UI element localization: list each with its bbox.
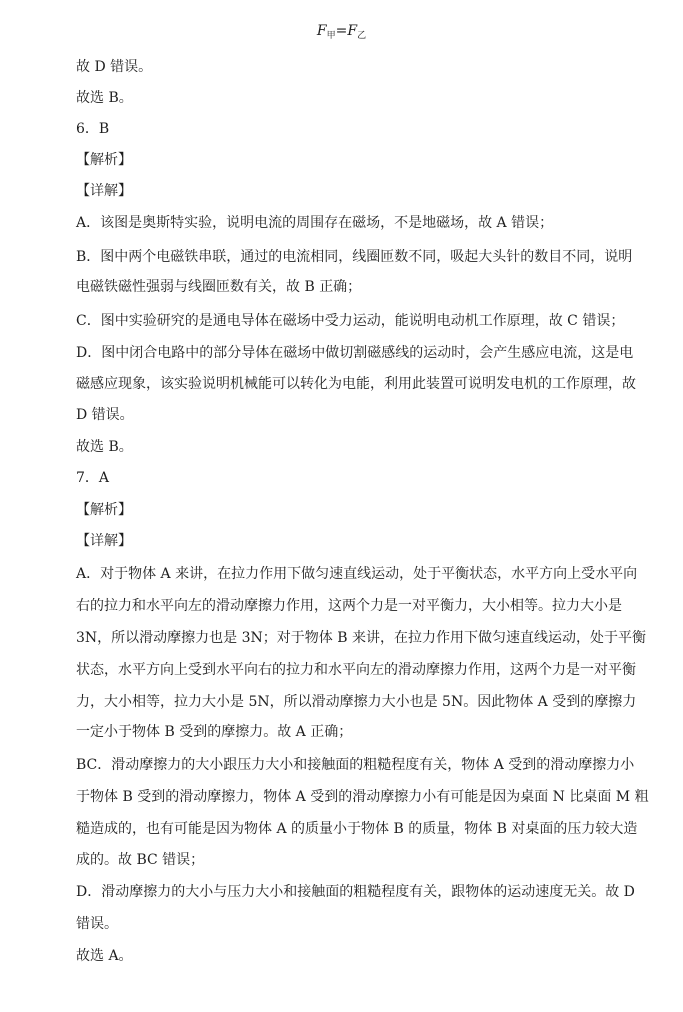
question-number-6: 6．B [76, 121, 110, 137]
text-line: B．图中两个电磁铁串联，通过的电流相同，线圈匝数不同，吸起大头针的数目不同，说明 [76, 249, 633, 265]
text-line: 电磁铁磁性强弱与线圈匝数有关，故 B 正确； [76, 279, 362, 295]
formula-right-sub: 乙 [357, 31, 367, 41]
text-line: A．该图是奥斯特实验，说明电流的周围存在磁场，不是地磁场，故 A 错误； [76, 215, 554, 231]
text-line: 磁感应现象，该实验说明机械能可以转化为电能，利用此装置可说明发电机的工作原理，故 [76, 376, 636, 392]
text-line: 故选 B。 [76, 90, 133, 106]
text-line: 故 D 错误。 [76, 59, 153, 75]
text-line: 错误。 [76, 916, 118, 932]
text-line: 状态，水平方向上受到水平向右的拉力和水平向左的滑动摩擦力作用，这两个力是一对平衡 [76, 662, 636, 678]
formula-left: F [316, 23, 327, 39]
section-heading-analysis: 【解析】 [76, 502, 132, 518]
text-line: BC．滑动摩擦力的大小跟压力大小和接触面的粗糙程度有关，物体 A 受到的滑动摩擦力小 [76, 757, 635, 773]
section-heading-explanation: 【详解】 [76, 533, 132, 549]
section-heading-analysis: 【解析】 [76, 152, 132, 168]
formula-equals: = [335, 23, 348, 39]
formula-right: F [347, 23, 358, 39]
section-heading-explanation: 【详解】 [76, 183, 132, 199]
text-line: D 错误。 [76, 407, 134, 423]
question-number-7: 7．A [76, 470, 110, 486]
text-line: C．图中实验研究的是通电导体在磁场中受力运动，能说明电动机工作原理，故 C 错误； [76, 313, 625, 329]
text-line: 3N，所以滑动摩擦力也是 3N；对于物体 B 来讲，在拉力作用下做匀速直线运动，处于平衡 [76, 630, 646, 646]
text-line: 故选 A。 [76, 948, 133, 964]
formula-left-sub: 甲 [326, 31, 336, 41]
formula-friction-equal [0, 22, 683, 45]
text-line: D．滑动摩擦力的大小与压力大小和接触面的粗糙程度有关，跟物体的运动速度无关。故 D [76, 884, 635, 900]
text-line: 于物体 B 受到的滑动摩擦力，物体 A 受到的滑动摩擦力小有可能是因为桌面 N 比桌面 M 粗 [76, 789, 649, 805]
text-line: 力，大小相等，拉力大小是 5N，所以滑动摩擦力大小也是 5N。因此物体 A 受到的摩擦力 [76, 694, 637, 710]
text-line: D．图中闭合电路中的部分导体在磁场中做切割磁感线的运动时，会产生感应电流，这是电 [76, 345, 634, 361]
text-line: 糙造成的，也有可能是因为物体 A 的质量小于物体 B 的质量，物体 B 对桌面的压力较大造 [76, 821, 638, 837]
text-line: 右的拉力和水平向左的滑动摩擦力作用，这两个力是一对平衡力，大小相等。拉力大小是 [76, 598, 622, 614]
text-line: 故选 B。 [76, 439, 133, 455]
text-line: A．对于物体 A 来讲，在拉力作用下做匀速直线运动，处于平衡状态，水平方向上受水平向 [76, 566, 638, 582]
text-line: 一定小于物体 B 受到的摩擦力。故 A 正确； [76, 724, 353, 740]
text-line: 成的。故 BC 错误； [76, 852, 205, 868]
